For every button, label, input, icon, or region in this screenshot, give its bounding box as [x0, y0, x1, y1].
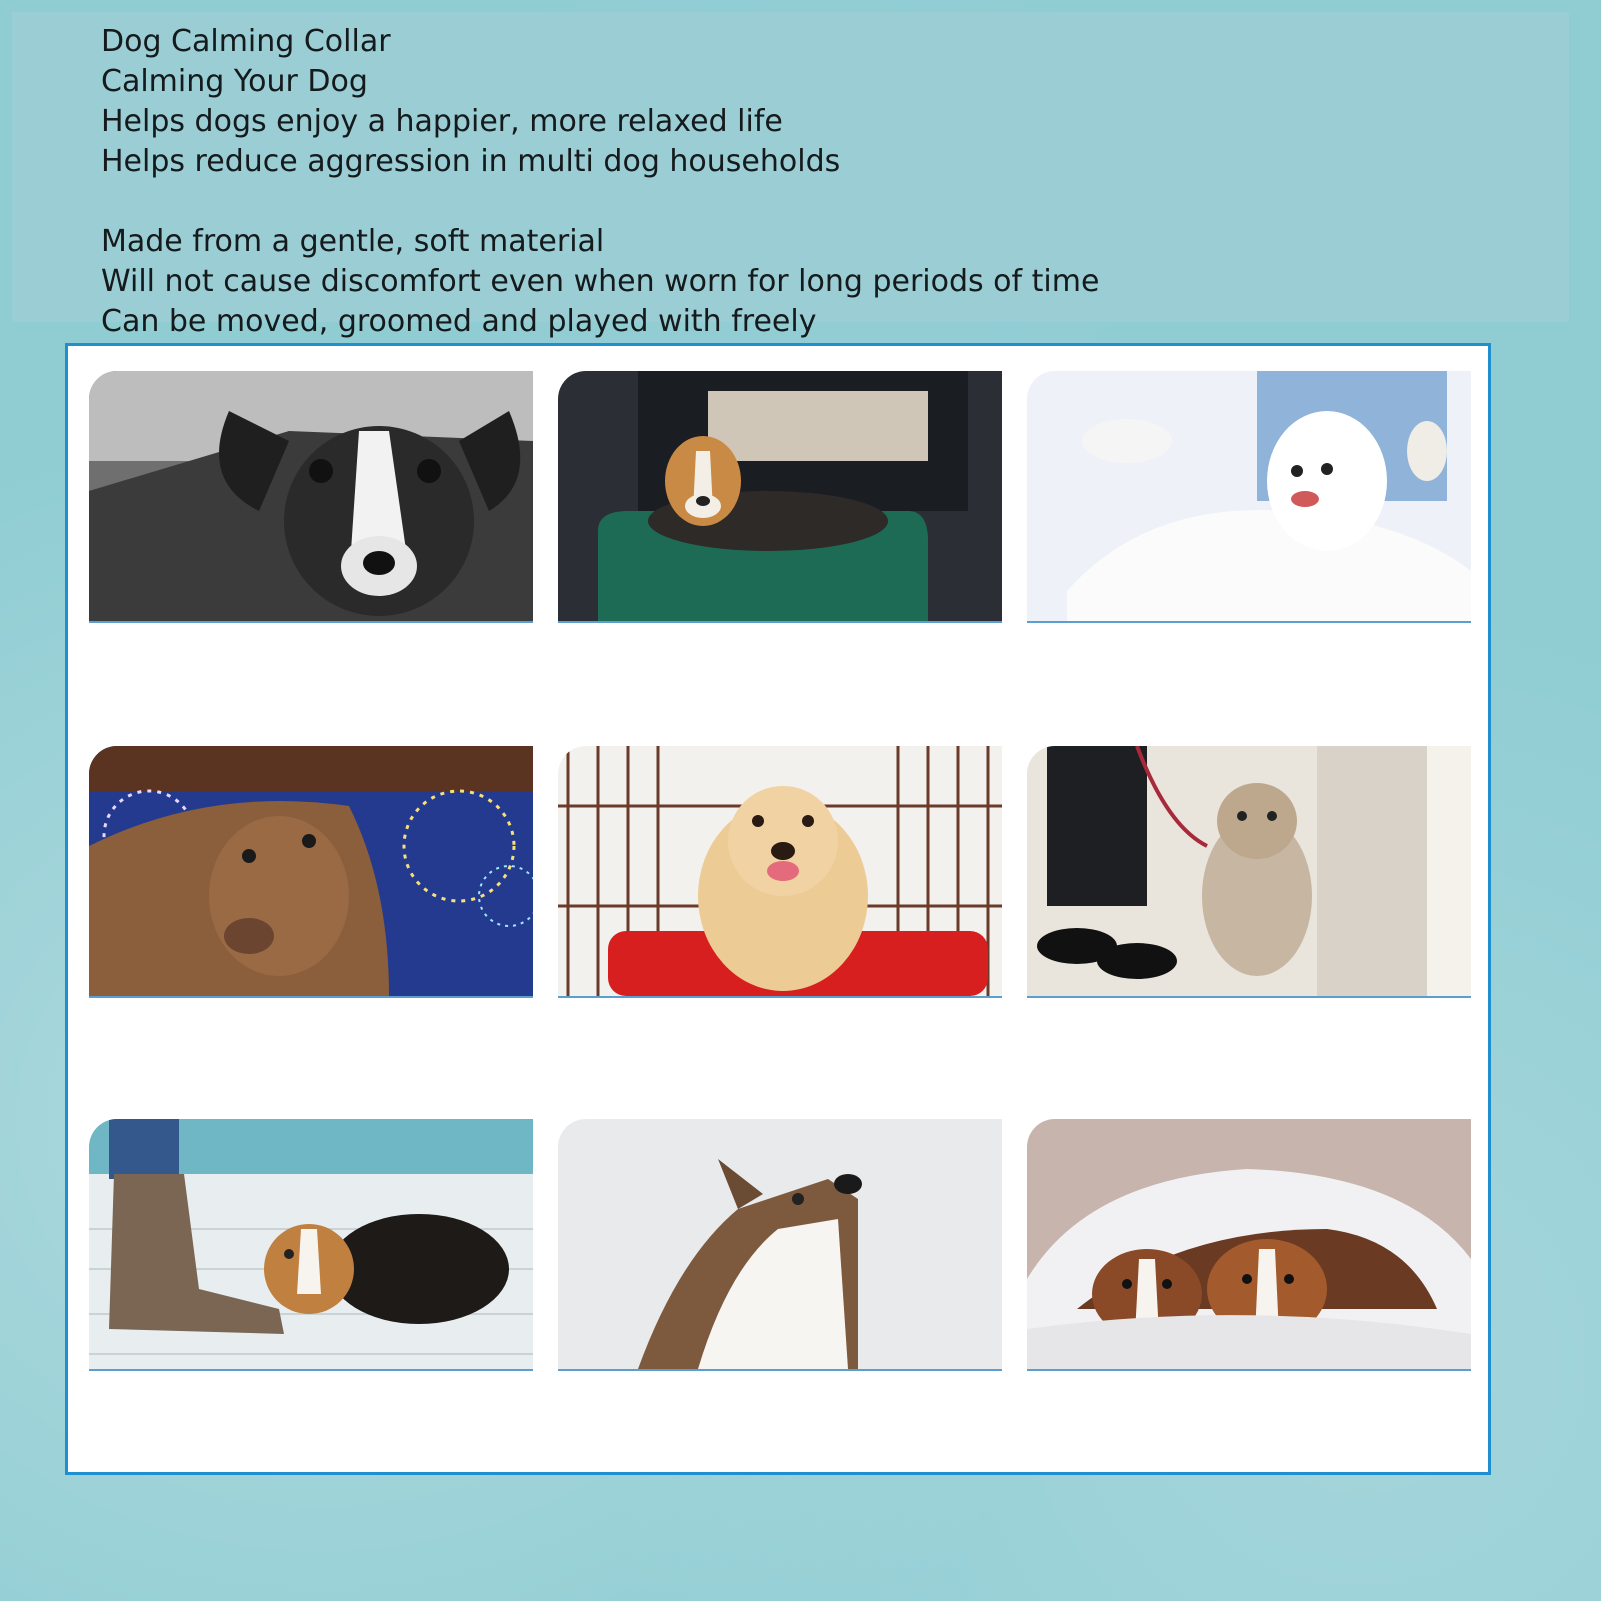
photo-vet-white-dog: [1027, 371, 1471, 623]
photo-dog-fireworks: [89, 746, 533, 998]
product-subtitle: Calming Your Dog: [101, 64, 368, 99]
spacer: [101, 182, 1099, 222]
photo-sad-dog-bw: [89, 371, 533, 623]
description-panel: [12, 12, 1569, 339]
description-text: [101, 22, 1099, 342]
photo-beagle-car-seat: [558, 371, 1002, 623]
feature-line: Will not cause discomfort even when worn for long periods of time: [101, 264, 1100, 299]
photo-dogs-blanket: [1027, 1119, 1471, 1371]
photo-beagle-boot: [89, 1119, 533, 1371]
feature-line: Made from a gentle, soft material: [101, 224, 605, 259]
product-title: Dog Calming Collar: [101, 24, 391, 59]
benefit-line: Helps dogs enjoy a happier, more relaxed life: [101, 104, 783, 139]
photo-husky-howling: [558, 1119, 1002, 1371]
feature-line: Can be moved, groomed and played with freely: [101, 304, 817, 339]
photo-dog-crate: [558, 746, 1002, 998]
benefit-line: Helps reduce aggression in multi dog households: [101, 144, 841, 179]
photo-puppy-leash: [1027, 746, 1471, 998]
photo-gallery: [65, 343, 1491, 1475]
